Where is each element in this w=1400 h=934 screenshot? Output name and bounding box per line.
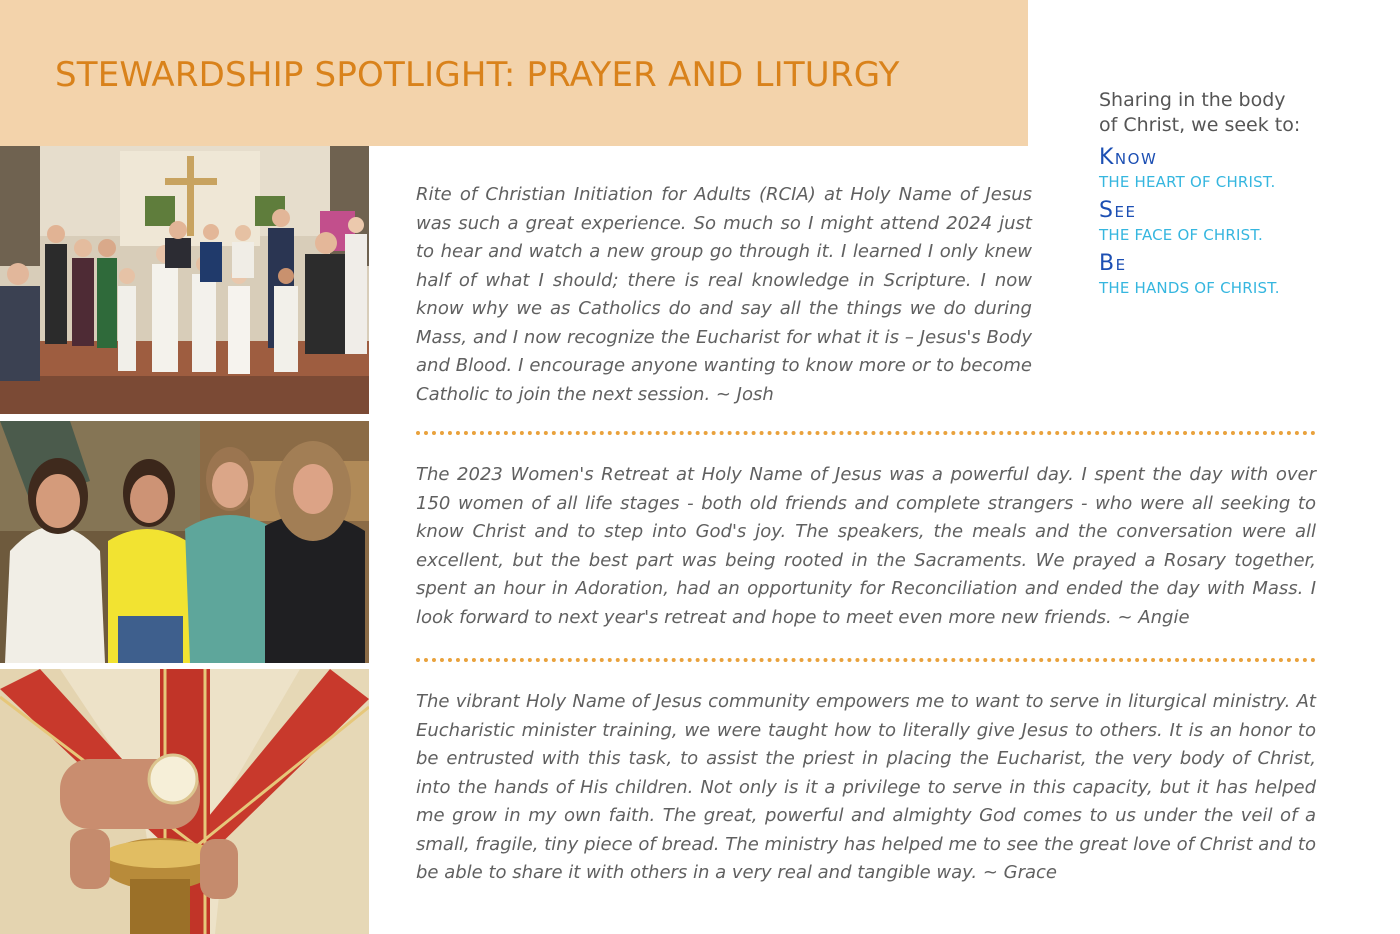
womens-retreat-photo — [0, 421, 369, 663]
pillar-be — [1099, 249, 1379, 297]
pillar-know — [1099, 143, 1379, 191]
pillar-word: See — [1099, 198, 1137, 223]
sidebar-intro — [1099, 88, 1379, 138]
pillar-word: Know — [1099, 145, 1158, 170]
pillar-phrase: THE HANDS OF CHRIST. — [1099, 279, 1280, 297]
eucharist-photo — [0, 669, 369, 934]
rcia-group-photo — [0, 146, 369, 414]
testimonial-grace: The vibrant Holy Name of Jesus community empowers me to want to serve in liturgical ministry. At Eucharistic minister training, we were taught how to literally give Jesus to others. It is an honor to be entrusted with this task, to assist the priest in placing the Eucharist, the very body of Christ, into the hands of His children. Not only is it a privilege to serve in this capacity, but it has helped me grow in my own faith. The great, powerful and almighty God comes to us under the veil of a small, fragile, tiny piece of bread. The ministry has helped me to see the great love of Christ and to be able to share it with others in a very real and tangible way. ~ Grace — [416, 691, 1316, 883]
dotted-divider — [416, 658, 1316, 662]
testimonial-angie: The 2023 Women's Retreat at Holy Name of Jesus was a powerful day. I spent the day with over 150 women of all life stages - both old friends and complete strangers - who were all seeking to know Christ and to step into God's joy. The speakers, the meals and the conversation were all excellent, but the best part was being rooted in the Sacraments. We prayed a Rosary together, spent an hour in Adoration, had an opportunity for Reconciliation and ended the day with Mass. I look forward to next year's retreat and hope to meet even more new friends. ~ Angie — [416, 464, 1316, 628]
page-title: STEWARDSHIP SPOTLIGHT: PRAYER AND LITURGY — [55, 55, 900, 95]
dotted-divider — [416, 431, 1316, 435]
pillar-phrase: THE HEART OF CHRIST. — [1099, 173, 1276, 191]
testimonial-josh: Rite of Christian Initiation for Adults (RCIA) at Holy Name of Jesus was such a great experience. So much so I might attend 2024 just to hear and watch a new group go through it. I learned I only knew half of what I should; there is real knowledge in Scripture. I now know why we as Catholics do and say all the things we do during Mass, and I now recognize the Eucharist for what it is – Jesus's Body and Blood. I encourage anyone wanting to know more or to become Catholic to join the next session. ~ Josh — [416, 184, 1032, 405]
sidebar-intro-line: of Christ, we seek to: — [1099, 114, 1301, 136]
sidebar-intro-line: Sharing in the body — [1099, 89, 1286, 111]
pillar-see — [1099, 196, 1379, 244]
pillar-phrase: THE FACE OF CHRIST. — [1099, 226, 1263, 244]
pillar-word: Be — [1099, 251, 1127, 276]
stewardship-sidebar — [1099, 88, 1379, 297]
